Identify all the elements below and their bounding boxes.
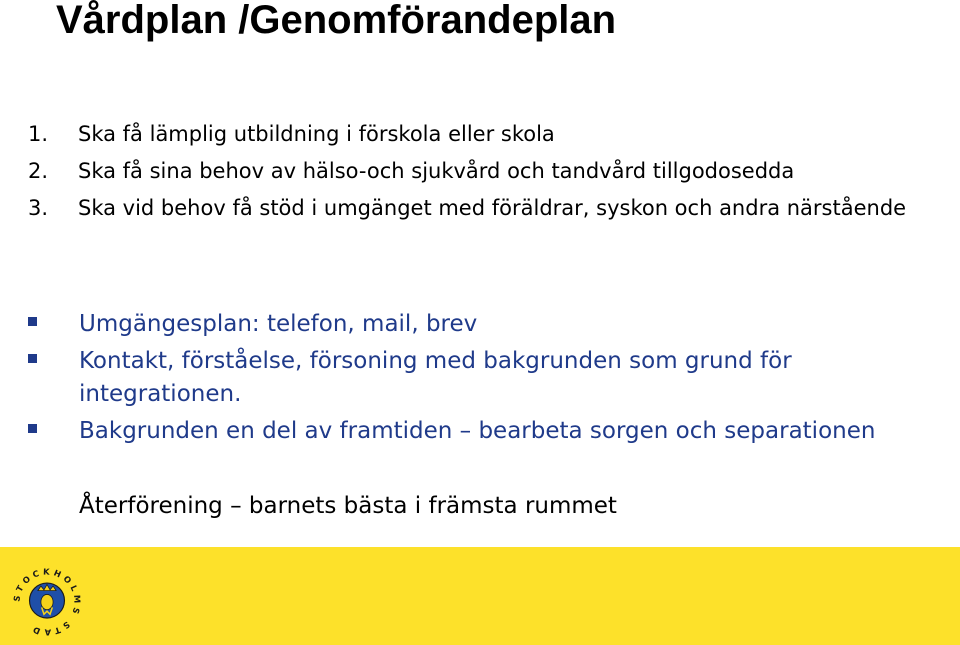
item-number: 3. xyxy=(28,196,49,220)
bullet-list xyxy=(28,308,928,448)
king-head-icon xyxy=(41,594,53,609)
bullet-text: Kontakt, förståelse, försoning med bakgrunden som grund för integrationen. xyxy=(79,348,792,407)
square-bullet-icon xyxy=(28,354,37,363)
item-text: Ska vid behov få stöd i umgänget med föräldrar, syskon och andra närstående xyxy=(78,196,907,220)
slide-title: Vårdplan /Genomförandeplan xyxy=(56,0,617,42)
bullet-text: Umgängesplan: telefon, mail, brev xyxy=(79,311,478,337)
footer-band xyxy=(0,547,960,645)
bullet-item xyxy=(28,415,928,448)
numbered-item xyxy=(28,192,928,225)
stockholm-crown-seal-icon xyxy=(9,561,85,637)
bullet-item xyxy=(28,345,928,411)
square-bullet-icon xyxy=(28,424,37,433)
numbered-item xyxy=(28,155,928,188)
closing-statement: Återförening – barnets bästa i främsta rummet xyxy=(79,493,617,519)
numbered-list xyxy=(28,118,928,225)
bullet-item xyxy=(28,308,928,341)
seal-lettering: STOCKHOLMS STAD xyxy=(11,566,83,637)
bullet-text: Bakgrunden en del av framtiden – bearbeta sorgen och separationen xyxy=(79,418,876,444)
square-bullet-icon xyxy=(28,317,37,326)
numbered-item xyxy=(28,118,928,151)
item-text: Ska få sina behov av hälso-och sjukvård och tandvård tillgodosedda xyxy=(78,159,795,183)
item-number: 2. xyxy=(28,159,49,183)
item-number: 1. xyxy=(28,122,49,146)
item-text: Ska få lämplig utbildning i förskola eller skola xyxy=(78,122,555,146)
